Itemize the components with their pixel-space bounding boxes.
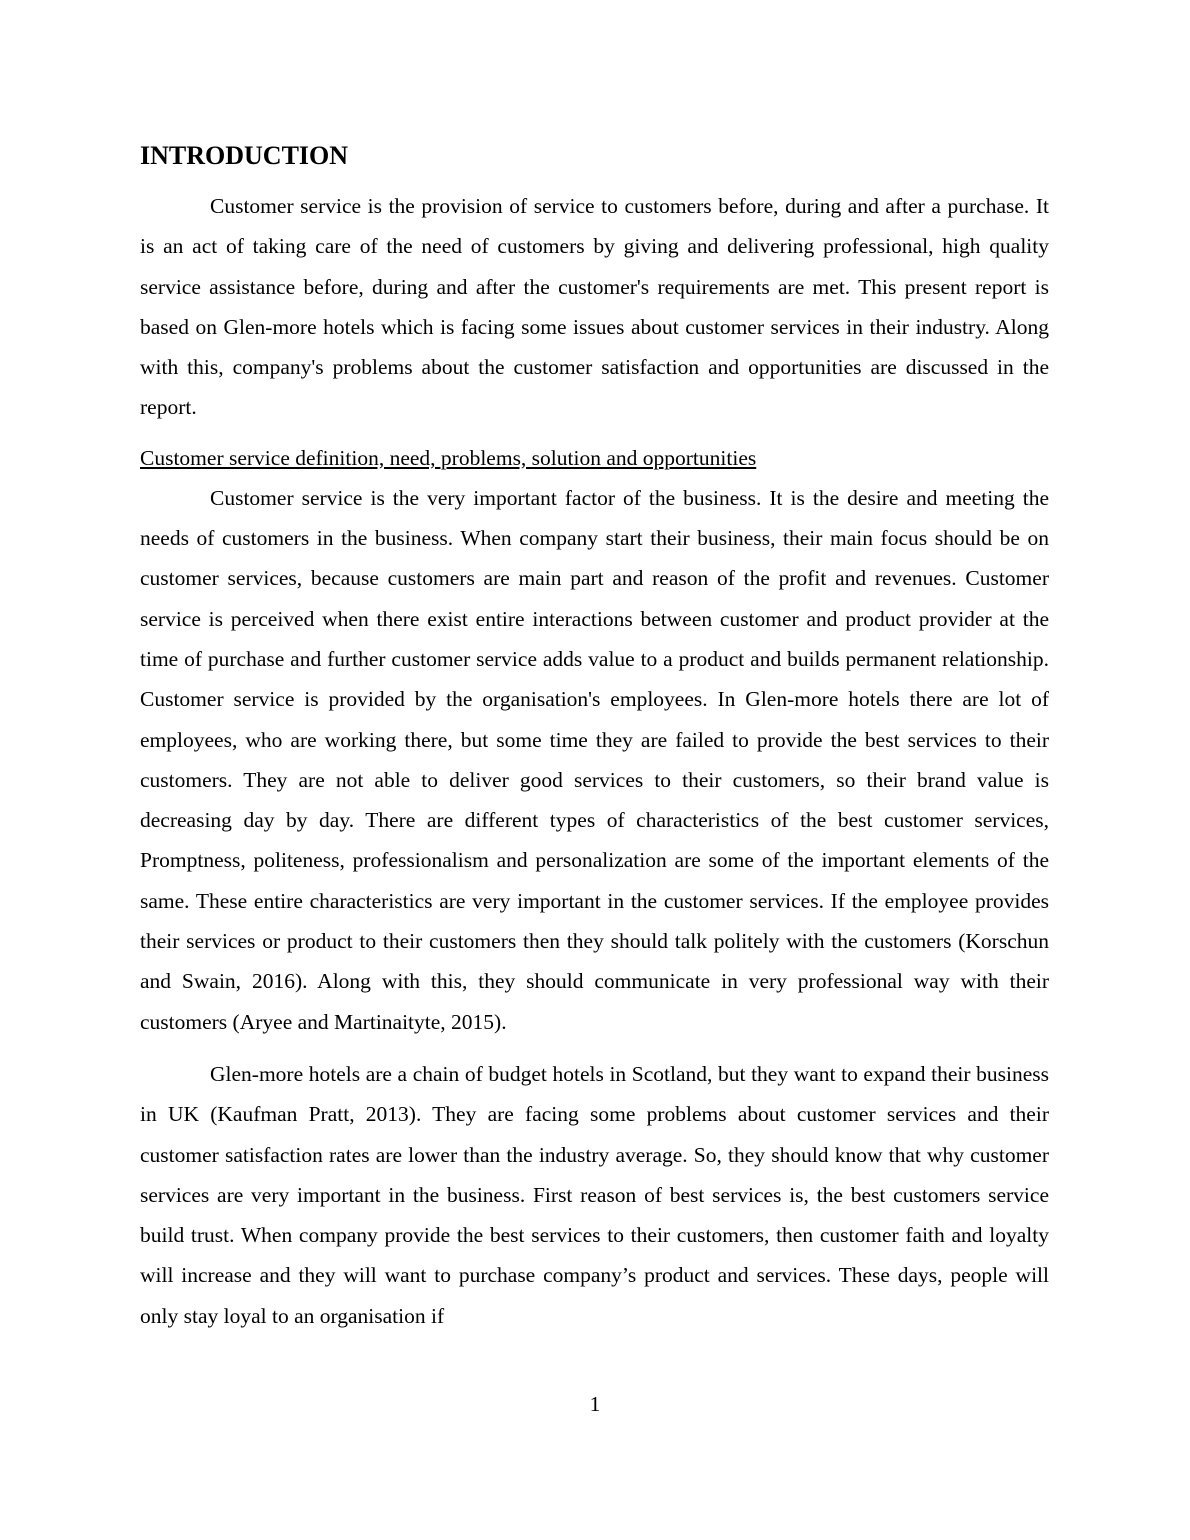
document-body — [140, 140, 1049, 1336]
subsection-heading: Customer service definition, need, problems, solution and opportunities — [140, 445, 757, 470]
body-paragraph-2: Customer service is the very important factor of the business. It is the desire and meeting the needs of customers in the business. When company start their business, their main focus should be on customer services, because customers are main part and reason of the profit and revenues. Customer service is perceived when there exist entire interactions between customer and product provider at the time of purchase and further customer service adds value to a product and builds permanent relationship. Customer service is provided by the organisation's employees. In Glen-more hotels there are lot of employees, who are working there, but some time they are failed to provide the best services to their customers. They are not able to deliver good services to their customers, so their brand value is decreasing day by day. There are different types of characteristics of the best customer services, Promptness, politeness, professionalism and personalization are some of the important elements of the same. These entire characteristics are very important in the customer services. If the employee provides their services or product to their customers then they should talk politely with the customers (Korschun and Swain, 2016). Along with this, they should communicate in very professional way with their customers (Aryee and Martinaityte, 2015). — [140, 485, 1049, 1034]
intro-paragraph: Customer service is the provision of service to customers before, during and after a purchase. It is an act of taking care of the need of customers by giving and delivering professional, high quality service assistance before, during and after the customer's requirements are met. This present report is based on Glen-more hotels which is facing some issues about customer services in their industry. Along with this, company's problems about the customer satisfaction and opportunities are discussed in the report. — [140, 194, 1049, 420]
page-number: 1 — [589, 1392, 601, 1416]
body-paragraph-3: Glen-more hotels are a chain of budget hotels in Scotland, but they want to expand their business in UK (Kaufman Pratt, 2013). They are facing some problems about customer services and their customer satisfaction rates are lower than the industry average. So, they should know that why customer services are very important in the business. First reason of best services is, the best customers service build trust. When company provide the best services to their customers, then customer faith and loyalty will increase and they will want to purchase company’s product and services. These days, people will only stay loyal to an organisation if — [140, 1061, 1049, 1328]
section-heading: INTRODUCTION — [140, 141, 349, 170]
